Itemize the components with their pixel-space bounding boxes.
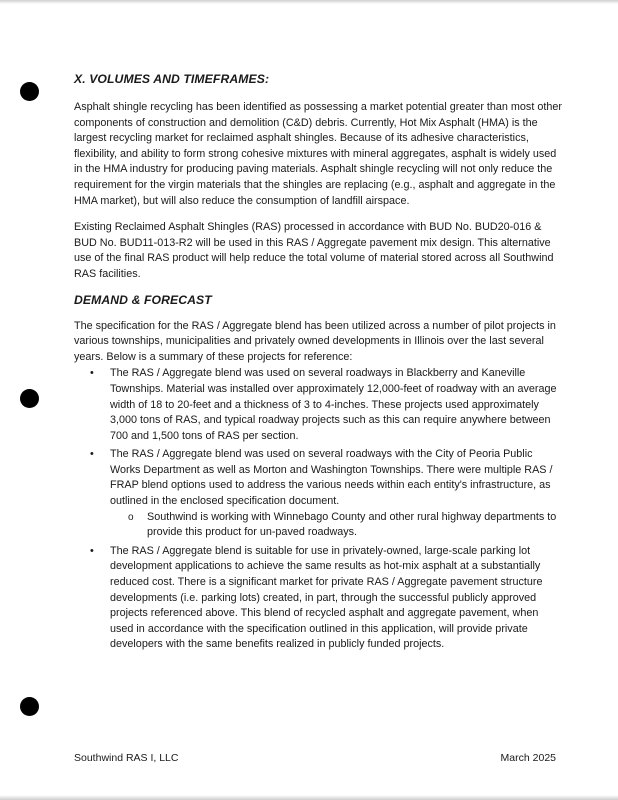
list-item	[90, 447, 564, 541]
sub-bullet-text: Southwind is working with Winnebago County and other rural highway departments to provide this product for un-paved roadways.	[147, 510, 557, 539]
paragraph-asphalt-recycling: Asphalt shingle recycling has been identified as possessing a market potential greater than most other components of construction and demolition (C&D) debris. Currently, Hot Mix Asphalt (HMA) is the largest recycling market for reclaimed asphalt shingles. Because of its adhesive characteristics, flexibility, and ability to form strong cohesive mixtures with mineral aggregates, asphalt is widely used in the HMA industry for producing paving materials. Asphalt shingle recycling will not only reduce the requirement for the virgin materials that the shingles are replacing (e.g., asphalt and aggregate in the HMA market), but will also reduce the consumption of landfill airspace.	[74, 101, 562, 207]
list-item	[90, 366, 564, 444]
paragraph-specification: The specification for the RAS / Aggregate blend has been utilized across a number of pilot projects in various townships, municipalities and privately owned developments in Illinois over the last several years. Below is a summary of these projects for reference:	[74, 319, 556, 363]
sub-bullet-list	[110, 510, 564, 541]
bullet-text: The RAS / Aggregate blend is suitable for use in privately-owned, large-scale parking lot development applications to achieve the same results as hot-mix asphalt at a substantially reduced cost. There is a significant market for private RAS / Aggregate pavement structure developments (i.e. parking lots) created, in part, through the successful publicly approved projects referenced above. This blend of recycled asphalt and aggregate pavement, when used in accordance with the specification outlined in this application, will provide private developers with the same benefits realized in publicly funded projects.	[110, 544, 543, 651]
subheading-demand-forecast: DEMAND & FORECAST	[74, 292, 212, 307]
paragraph-existing-ras: Existing Reclaimed Asphalt Shingles (RAS) processed in accordance with BUD No. BUD20-016 & BUD No. BUD11-013-R2 will be used in this RAS / Aggregate pavement mix design. This alternative use of the final RAS product will help reduce the total volume of material stored across all Southwind RAS facilities.	[74, 221, 554, 280]
bullet-text: The RAS / Aggregate blend was used on several roadways with the City of Peoria Public Works Department as well as Morton and Washington Townships. There were multiple RAS / FRAP blend options used to address the various needs within each entity's infrastructure, as outlined in the enclosed specification document.	[110, 448, 553, 508]
scan-bottom-edge	[0, 795, 618, 800]
section-heading: X. VOLUMES AND TIMEFRAMES:	[74, 72, 270, 86]
footer-date: March 2025	[500, 752, 556, 764]
punch-hole-bottom	[20, 697, 39, 716]
punch-hole-middle	[20, 389, 39, 408]
scan-top-edge	[0, 0, 618, 4]
bullet-text: The RAS / Aggregate blend was used on several roadways in Blackberry and Kaneville Townships. Material was installed over approximately 12,000-feet of roadway with an average width of 18 to 20-feet and a thickness of 3 to 4-inches. These projects used approximately 3,000 tons of RAS, and typical roadway projects such as this can require anywhere between 700 and 1,500 tons of RAS per section.	[110, 367, 557, 442]
sub-bullet-icon: o	[128, 511, 134, 523]
sub-list-item	[128, 510, 564, 541]
footer-company: Southwind RAS I, LLC	[74, 752, 179, 764]
project-bullet-list	[74, 366, 564, 653]
document-body	[74, 71, 564, 656]
bullet-icon: •	[90, 544, 94, 557]
punch-hole-top	[20, 82, 39, 101]
list-item	[90, 544, 564, 653]
bullet-icon: •	[90, 367, 94, 380]
bullet-icon: •	[90, 448, 94, 461]
